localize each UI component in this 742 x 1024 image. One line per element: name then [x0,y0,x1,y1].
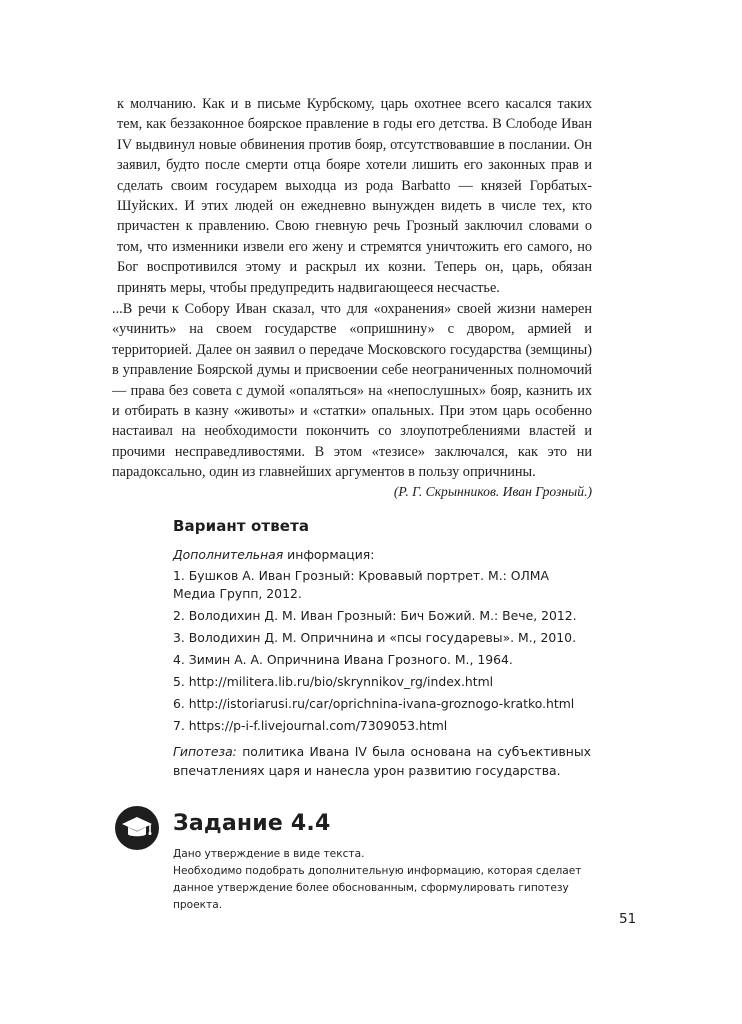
hypothesis-label: Гипотеза: [173,744,237,759]
graduation-cap-icon [115,806,159,850]
task-line-1: Дано утверждение в виде текста. [173,848,365,860]
hypothesis [173,742,591,780]
body-paragraph-1: к молчанию. Как и в письме Курбскому, царь охотнее всего касался таких тем, как беззаконное боярское правление в годы его детства. В Слободе Иван IV выдвинул новые обвинения против бояр, отсутствовавшие в послании. Он заявил, будто после смерти отца бояре хотели лишить его законных прав и сделать своим государем выходца из рода Barbatto — князей Горбатых-Шуйских. И этих людей он ежедневно вынужден видеть в числе тех, кто причастен к правлению. Свою гневную речь Грозный заключил словами о том, что изменники извели его жену и стремятся уничтожить его самого, но Бог воспротивился этому и раскрыл их козни. Теперь он, царь, обязан принять меры, чтобы предупредить надвигающееся несчастье. [117,96,592,296]
page-number: 51 [619,911,637,927]
additional-info-italic: Дополнительная [173,547,284,562]
reference-item: 5. http://militera.lib.ru/bio/skrynnikov_rg/index.html [173,673,494,689]
task-title: Задание 4.4 [173,811,331,836]
additional-info-rest: информация: [283,547,375,562]
additional-info-label [173,546,593,564]
hypothesis-text: политика Ивана IV была основана на субъективных впечатлениях царя и нанесла урон развитию государства. [173,744,591,778]
reference-item: 2. Володихин Д. М. Иван Грозный: Бич Божий. М.: Вече, 2012. [173,607,577,623]
reference-list [173,567,593,739]
task-line-2: Необходимо подобрать дополнительную информацию, которая сделает данное утверждение более обоснованным, сформулировать гипотезу проекта. [173,865,582,911]
reference-item: 3. Володихин Д. М. Опричнина и «псы государевы». М., 2010. [173,629,577,645]
reference-item: 6. http://istoriarusi.ru/car/oprichnina-ivana-groznogo-kratko.html [173,695,575,711]
reference-item: 1. Бушков А. Иван Грозный: Кровавый портрет. М.: ОЛМА Медиа Групп, 2012. [173,568,549,601]
reference-item: 7. https://p-i-f.livejournal.com/7309053.html [173,717,448,733]
answer-heading: Вариант ответа [173,517,310,535]
body-paragraph-2: ...В речи к Собору Иван сказал, что для «охранения» своей жизни намерен «учинить» на своем государстве «опришнину» с двором, армией и территорией. Далее он заявил о передаче Московского государства (земщины) в управление Боярской думы и присвоении себе неограниченных полномочий — права без совета с думой «опаляться» на «непослушных» бояр, казнить их и отбирать в казну «животы» и «статки» опальных. При этом царь особенно настаивал на необходимости покончить со злоупотреблениями властей и прочими несправедливостями. В этом «тезисе» заключался, как это ни парадоксально, один из главнейших аргументов в пользу опричнины. [112,301,592,481]
reference-item: 4. Зимин А. А. Опричнина Ивана Грозного. М., 1964. [173,651,513,667]
citation: (Р. Г. Скрынников. Иван Грозный.) [393,484,592,499]
task-description [173,846,603,914]
